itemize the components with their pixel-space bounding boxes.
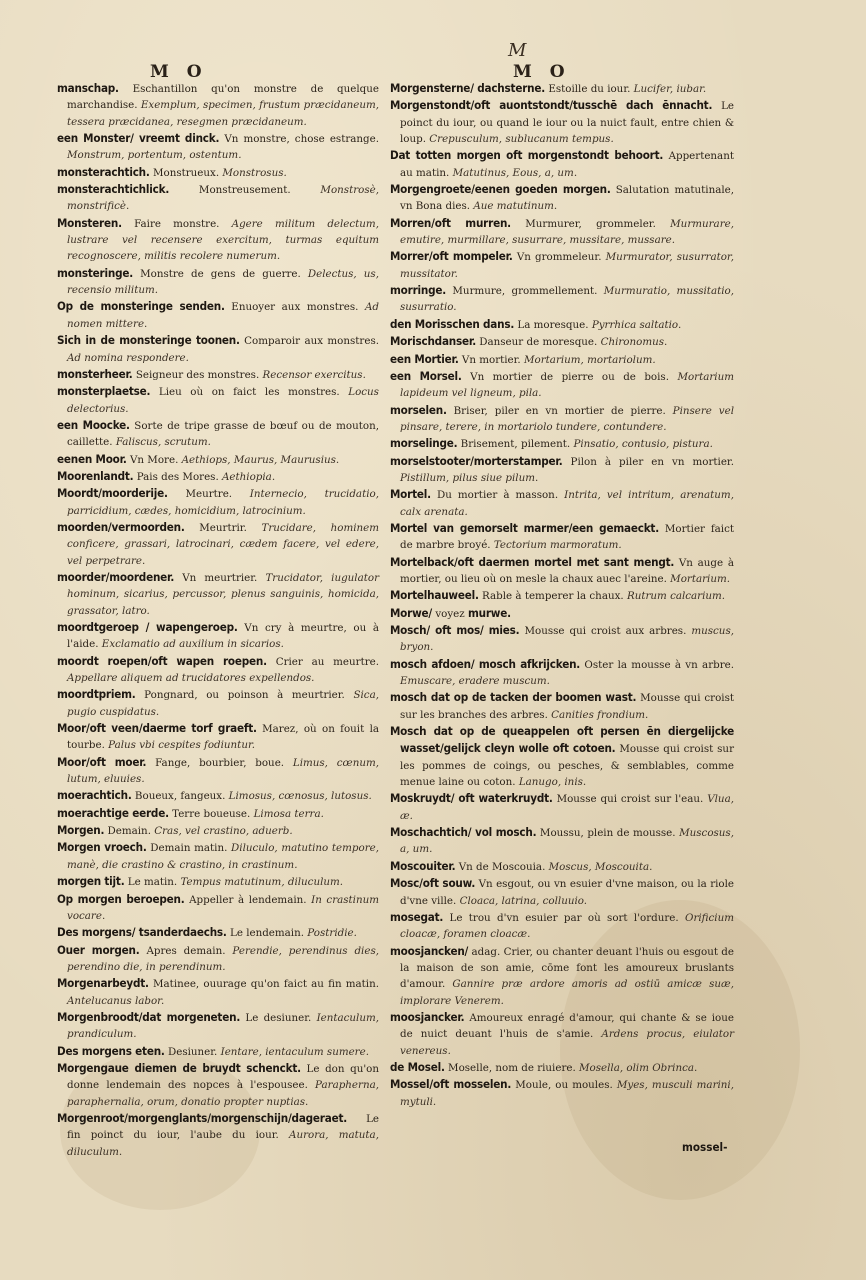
headword: morselen.: [390, 402, 447, 417]
french-gloss: Faire monstre.: [134, 217, 220, 230]
french-gloss: Monstrueux.: [152, 166, 220, 179]
latin-gloss: Parapherna, paraphernalia, orum, donatio propter nuptias.: [67, 1079, 379, 1108]
latin-gloss: Emuscare, eradere muscum.: [400, 675, 550, 688]
dictionary-entry: [390, 80, 734, 97]
dictionary-entry: [57, 265, 379, 299]
latin-gloss: Monstrum, portentum, ostentum.: [67, 149, 242, 162]
french-gloss: Mousse qui croist sur les pommes de coings, ou pesches, & semblables, comme menue laine ou coton.: [400, 743, 734, 789]
dictionary-entry: [390, 181, 734, 215]
dictionary-entry: [57, 619, 379, 653]
french-gloss: Lieu où on faict les monstres.: [158, 386, 340, 399]
dictionary-entry: [57, 519, 379, 569]
dictionary-entry: [390, 723, 734, 790]
folio-mark: M: [508, 40, 527, 61]
dictionary-entry: [390, 402, 734, 436]
latin-gloss: Mortarium.: [670, 572, 730, 585]
latin-gloss: Gannire præ ardore amoris ad ostiū amicæ suæ, implorare Venerem.: [400, 978, 734, 1007]
latin-gloss: Palus vbi cespites fodiuntur.: [108, 739, 256, 752]
french-gloss: Pais des Mores.: [136, 470, 219, 483]
latin-gloss: Sica, pugio cuspidatus.: [67, 689, 379, 718]
headword: Morgenstondt/oft auontstondt/tusschē dach ēnnacht.: [390, 98, 713, 113]
dictionary-entry: [390, 656, 734, 690]
headword: monsterplaetse.: [57, 384, 151, 399]
latin-gloss: Cras, vel crastino, aduerb.: [154, 825, 293, 838]
latin-gloss: Exclamatio ad auxilium in sicarios.: [101, 638, 284, 651]
headword: moorder/moordener.: [57, 569, 175, 584]
dictionary-entry: [390, 316, 734, 333]
latin-gloss: Pinsatio, contusio, pistura.: [573, 438, 713, 451]
latin-gloss: Appellare aliquem ad trucidatores expellendos.: [67, 672, 315, 685]
french-gloss: La moresque.: [517, 318, 589, 331]
dictionary-entry: [57, 1009, 379, 1043]
headword: Op de monsteringe senden.: [57, 299, 225, 314]
latin-gloss: Lucifer, iubar.: [633, 83, 707, 95]
dictionary-entry: [390, 97, 734, 147]
headword: moosjancker.: [390, 1009, 465, 1024]
dictionary-entry: [390, 858, 734, 875]
dictionary-entry: [390, 909, 734, 943]
french-gloss: adag. Crier, ou chanter deuant l'huis ou esgout de la maison de son amie, cōme font les amoureux bruslants d'amour.: [400, 945, 734, 991]
french-gloss: Le fin poinct du iour, l'aube du iour.: [67, 1112, 379, 1142]
dictionary-entry: [57, 924, 379, 941]
french-gloss: Mousse qui croist aux arbres.: [524, 625, 687, 637]
latin-gloss: Limus, cœnum, lutum, eluuies.: [67, 756, 380, 786]
latin-gloss: Mosella, olim Obrinca.: [579, 1061, 698, 1074]
dictionary-entry: [390, 587, 734, 604]
french-gloss: Appertenant au matin.: [400, 150, 734, 179]
dictionary-entry: [57, 720, 379, 754]
headword: de Mosel.: [390, 1059, 445, 1074]
latin-gloss: Tempus matutinum, diluculum.: [180, 876, 344, 889]
french-gloss: Brisement, pilement.: [460, 438, 571, 451]
headword: monsterheer.: [57, 366, 133, 381]
dictionary-entry: [57, 569, 379, 619]
dictionary-entry: [57, 805, 379, 822]
dictionary-entry: [57, 787, 379, 804]
latin-gloss: Rutrum calcarium.: [626, 590, 726, 603]
latin-gloss: Tectorium marmoratum.: [493, 539, 622, 552]
headword: Moorenlandt.: [57, 468, 134, 483]
french-gloss: Estoille du iour.: [548, 83, 631, 95]
latin-gloss: Monstrosus.: [222, 166, 287, 179]
headword: moordtgeroep / wapengeroep.: [57, 620, 238, 634]
french-gloss: Briser, piler en vn mortier de pierre.: [453, 404, 666, 417]
latin-gloss: Internecio, trucidatio, parricidium, cædes, homicidium, latrocinium.: [67, 488, 379, 517]
headword: moerachtige eerde.: [57, 805, 169, 820]
headword: monsterachtichlick.: [57, 182, 170, 197]
dictionary-entry: [57, 485, 379, 519]
headword: Morgen.: [57, 823, 105, 838]
french-gloss: Terre boueuse.: [172, 807, 251, 820]
latin-gloss: Aethiops, Maurus, Maurusius.: [181, 453, 340, 466]
french-gloss: Seigneur des monstres.: [135, 368, 260, 381]
headword: monsterachtich.: [57, 164, 150, 179]
french-gloss: Amoureux enragé d'amour, qui chante & se ioue de nuict deuant l'huis de s'amie.: [400, 1011, 734, 1041]
latin-gloss: Ad nomen mittere.: [67, 301, 380, 330]
headword: morgen tijt.: [57, 874, 125, 889]
french-gloss: Eschantillon qu'on monstre de quelque marchandise.: [67, 83, 379, 112]
latin-gloss: Orificium cloacæ, foramen cloacæ.: [400, 911, 734, 941]
latin-gloss: Ientaculum, prandiculum.: [67, 1011, 379, 1041]
latin-gloss: Crepusculum, sublucanum tempus.: [429, 133, 614, 146]
headword: manschap.: [57, 81, 119, 95]
headword: Moordt/moorderije.: [57, 486, 168, 501]
latin-gloss: Lanugo, inis.: [518, 776, 587, 789]
headword: Monsteren.: [57, 215, 122, 230]
latin-gloss: Vlua, æ.: [400, 793, 734, 822]
headword: Mortelback/oft daermen mortel met sant mengt.: [390, 554, 675, 569]
latin-gloss: Chironomus.: [600, 336, 668, 349]
latin-gloss: Pistillum, pilus siue pilum.: [400, 471, 539, 484]
headword: Morischdanser.: [390, 334, 476, 349]
french-gloss: Vn mortier.: [461, 353, 521, 366]
dictionary-entry: [57, 686, 379, 720]
french-gloss: Demain.: [107, 825, 151, 838]
headword: Mortel van gemorselt marmer/een gemaeckt.: [390, 520, 659, 535]
headword: een Mortier.: [390, 351, 459, 366]
french-gloss: Sorte de tripe grasse de bœuf ou de mouton, caillette.: [67, 419, 379, 449]
french-gloss: Pongnard, ou poinson à meurtrier.: [144, 689, 345, 702]
french-gloss: Boueux, fangeux.: [134, 790, 226, 803]
dictionary-entry: [390, 1076, 734, 1110]
dictionary-entry: [390, 554, 734, 588]
latin-gloss: Ad nomina respondere.: [67, 351, 189, 364]
latin-gloss: Locus delectorius.: [67, 386, 379, 415]
headword: Morren/oft murren.: [390, 215, 511, 230]
french-gloss: Vn esgout, ou vn esuier d'vne maison, ou la riole d'vne ville.: [400, 878, 735, 907]
latin-gloss: Mortarium lapideum vel ligneum, pila.: [400, 370, 734, 400]
dictionary-entry: [390, 1059, 734, 1076]
dictionary-entry: [57, 975, 379, 1009]
dictionary-entry: [390, 605, 734, 622]
french-gloss: Le don qu'on donne lendemain des nopces à l'espousee.: [67, 1062, 379, 1092]
french-gloss: Vn mortier de pierre ou de bois.: [470, 370, 669, 383]
dictionary-entry: [57, 80, 379, 130]
dictionary-entry: [390, 215, 734, 249]
latin-gloss: Pinsere vel pinsare, terere, in mortariolo tundere, contundere.: [400, 404, 734, 433]
latin-gloss: Intrita, vel intritum, arenatum, calx arenata.: [400, 489, 734, 518]
dictionary-entry: [390, 282, 734, 316]
french-gloss: Mousse qui croist sur les branches des arbres.: [400, 692, 734, 721]
latin-gloss: Murmurator, susurrator, mussitator.: [400, 251, 734, 280]
latin-gloss: Perendie, perendinus dies, perendino die, in perendinum.: [67, 944, 380, 973]
french-gloss: Marez, où on fouit la tourbe.: [67, 723, 379, 752]
headword: een Morsel.: [390, 368, 462, 383]
headword: monsteringe.: [57, 265, 133, 280]
dictionary-entry: [390, 824, 734, 858]
latin-gloss: Recensor exercitus.: [262, 368, 366, 381]
latin-gloss: Trucidator, iugulator hominum, sicarius, percussor, plenus sanguinis, homicida, grassator, latro.: [67, 571, 379, 617]
french-gloss: Mortier faict de marbre broyé.: [400, 522, 734, 552]
latin-gloss: Aurora, matuta, diluculum.: [67, 1129, 379, 1158]
french-gloss: Oster la mousse à vn arbre.: [584, 658, 735, 671]
french-gloss: Comparoir aux monstres.: [244, 335, 379, 348]
french-gloss: voyez: [435, 607, 465, 620]
dictionary-entry: [57, 215, 379, 265]
headword: mosch dat op de tacken der boomen wast.: [390, 690, 637, 705]
latin-gloss: Murmuratio, mussitatio, susurratio.: [400, 285, 734, 314]
dictionary-entry: [390, 1009, 734, 1059]
french-gloss: Fange, bourbier, boue.: [155, 756, 285, 769]
left-column: [57, 80, 379, 1160]
headword: Mortel.: [390, 487, 431, 502]
headword: Morgengaue diemen de bruydt schenckt.: [57, 1060, 301, 1075]
dictionary-entry: [57, 839, 379, 873]
french-gloss: Pilon à piler en vn mortier.: [570, 455, 734, 468]
headword: Morgen vroech.: [57, 840, 147, 855]
latin-gloss: Ardens procus, eiulator venereus.: [400, 1028, 734, 1057]
dictionary-entry: [390, 875, 734, 909]
dictionary-entry: [390, 368, 734, 402]
dictionary-entry: [390, 622, 734, 656]
french-gloss: Matinee, ouurage qu'on faict au fin matin.: [153, 978, 380, 991]
dictionary-entry: [57, 1043, 379, 1060]
headword: morselstooter/morterstamper.: [390, 453, 563, 468]
french-gloss: Vn monstre, chose estrange.: [224, 133, 379, 146]
french-gloss: Danseur de moresque.: [479, 336, 598, 349]
latin-gloss: Aue matutinum.: [473, 200, 558, 213]
headword: Moor/oft moer.: [57, 754, 147, 769]
column-header-left: M O: [150, 62, 208, 82]
french-gloss: Vn cry à meurtre, ou à l'aide.: [67, 622, 380, 651]
headword: Morgensterne/ dachsterne.: [390, 81, 546, 95]
french-gloss: Murmure, grommellement.: [452, 285, 598, 298]
headword: Des morgens eten.: [57, 1043, 165, 1058]
french-gloss: Moselle, nom de riuiere.: [448, 1061, 576, 1074]
latin-gloss: In crastinum vocare.: [67, 893, 380, 922]
latin-gloss: Trucidare, hominem conficere, grassari, latrocinari, cædem facere, vel edere, vel perpetrare.: [67, 521, 379, 567]
dictionary-entry: [390, 486, 734, 520]
french-gloss: Vn de Moscouia.: [458, 860, 546, 873]
latin-gloss: Aethiopia.: [222, 470, 276, 483]
dictionary-entry: [57, 383, 379, 417]
latin-gloss: Myes, musculi marini, mytuli.: [400, 1079, 734, 1108]
french-gloss: Rable à temperer la chaux.: [482, 590, 624, 603]
headword: morselinge.: [390, 436, 458, 451]
headword: moerachtich.: [57, 788, 132, 803]
headword: Morwe/: [390, 605, 433, 620]
headword: den Morisschen dans.: [390, 316, 515, 331]
headword: Moor/oft veen/daerme torf graeft.: [57, 721, 257, 736]
dictionary-entry: [57, 873, 379, 890]
headword: mosch afdoen/ mosch afkrijcken.: [390, 656, 581, 671]
french-gloss: Monstre de gens de guerre.: [140, 267, 301, 280]
dictionary-entry: [57, 366, 379, 383]
french-gloss: Murmurer, grommeler.: [525, 217, 656, 230]
headword: Moscouiter.: [390, 858, 456, 873]
headword: Moskruydt/ oft waterkruydt.: [390, 791, 553, 806]
dictionary-entry: [390, 351, 734, 368]
french-gloss: Meurtre.: [185, 488, 233, 501]
dictionary-entry: [57, 891, 379, 925]
dictionary-entry: [390, 520, 734, 554]
latin-gloss: Postridie.: [307, 927, 357, 940]
french-gloss: Apres demain.: [146, 944, 226, 957]
french-gloss: Appeller à lendemain.: [189, 893, 307, 906]
headword: mosegat.: [390, 909, 444, 924]
headword: een Monster/ vreemt dinck.: [57, 131, 220, 146]
latin-gloss: Delectus, us, recensio militum.: [67, 267, 379, 297]
headword: moorden/vermoorden.: [57, 519, 185, 534]
dictionary-entry: [57, 332, 379, 366]
dictionary-entry: [390, 790, 734, 824]
dictionary-entry: [57, 1110, 379, 1160]
latin-gloss: Canities frondium.: [551, 708, 649, 721]
dictionary-entry: [390, 248, 734, 282]
latin-gloss: Antelucanus labor.: [67, 994, 165, 1007]
headword: Sich in de monsteringe toonen.: [57, 333, 240, 348]
dictionary-entry: [57, 298, 379, 332]
latin-gloss: Agere militum delectum, lustrare vel recensere exercitum, turmas equitum recognoscere, militis recolere numerum.: [67, 217, 379, 263]
headword: een Moocke.: [57, 417, 130, 432]
headword: Dat totten morgen oft morgenstondt behoort.: [390, 148, 664, 163]
headword: Mosch dat op de queappelen oft persen ēn diergelijcke wasset/gelijck cleyn wolle oft cotoen.: [390, 724, 734, 756]
french-gloss: Monstreusement.: [198, 184, 291, 197]
french-gloss: Crier au meurtre.: [275, 655, 379, 668]
headword: moordtpriem.: [57, 687, 136, 702]
headword: moosjancken/: [390, 943, 469, 958]
dictionary-entry: [390, 689, 734, 723]
latin-gloss: Faliscus, scrutum.: [115, 436, 211, 449]
french-gloss: Le desiuner.: [245, 1011, 312, 1024]
dictionary-entry: [57, 130, 379, 164]
catchword: mossel-: [682, 1140, 728, 1154]
dictionary-entry: [57, 468, 379, 485]
french-gloss: Demain matin.: [150, 842, 228, 855]
french-gloss: Salutation matutinale, vn Bona dies.: [400, 184, 734, 213]
latin-gloss: Cloaca, latrina, colluuio.: [459, 894, 588, 907]
french-gloss: Moule, ou moules.: [515, 1079, 613, 1092]
headword: Morgenbroodt/dat morgeneten.: [57, 1009, 241, 1024]
dictionary-entry: [390, 943, 734, 1009]
french-gloss: Vn grommeleur.: [516, 251, 602, 264]
latin-gloss: Moscus, Moscouita.: [548, 860, 653, 873]
latin-gloss: Limosa terra.: [253, 807, 324, 820]
french-gloss: Moussu, plein de mousse.: [539, 827, 676, 840]
dictionary-entry: [57, 181, 379, 215]
headword: Mosc/oft souw.: [390, 876, 476, 891]
dictionary-entry: [390, 147, 734, 181]
dictionary-entry: [57, 417, 379, 451]
latin-gloss: Mortarium, mortariolum.: [524, 353, 656, 366]
column-header-right: M O: [513, 62, 571, 82]
headword: murwe.: [467, 605, 511, 620]
dictionary-entry: [57, 451, 379, 468]
french-gloss: Le matin.: [127, 876, 178, 889]
headword: Morgengroete/eenen goeden morgen.: [390, 182, 611, 197]
french-gloss: Enuoyer aux monstres.: [231, 301, 359, 314]
dictionary-entry: [390, 453, 734, 487]
french-gloss: Du mortier à masson.: [436, 489, 559, 502]
latin-gloss: Limosus, cœnosus, lutosus.: [228, 790, 372, 803]
headword: Morrer/oft mompeler.: [390, 249, 513, 264]
latin-gloss: Diluculo, matutino tempore, manè, die crastino & crastino, in crastinum.: [67, 842, 379, 871]
headword: Mossel/oft mosselen.: [390, 1077, 512, 1092]
headword: Mosch/ oft mos/ mies.: [390, 623, 520, 637]
latin-gloss: Pyrrhica saltatio.: [591, 318, 682, 331]
headword: Mortelhauweel.: [390, 588, 479, 603]
dictionary-entry: [57, 754, 379, 788]
french-gloss: Vn More.: [129, 453, 179, 466]
headword: eenen Moor.: [57, 451, 127, 466]
dictionary-entry: [57, 164, 379, 181]
dictionary-entry: [390, 435, 734, 452]
french-gloss: Le lendemain.: [229, 927, 304, 940]
french-gloss: Le poinct du iour, ou quand le iour ou la nuict fault, entre chien & loup.: [400, 100, 734, 146]
french-gloss: Desiuner.: [167, 1045, 218, 1058]
headword: Des morgens/ tsanderdaechs.: [57, 925, 227, 940]
latin-gloss: Exemplum, specimen, frustum præcidaneum, tessera præcidanea, resegmen præcidaneum.: [67, 99, 379, 128]
right-column: [390, 80, 734, 1110]
latin-gloss: Matutinus, Eous, a, um.: [452, 166, 578, 179]
headword: Moschachtich/ vol mosch.: [390, 825, 537, 840]
headword: moordt roepen/oft wapen roepen.: [57, 653, 267, 668]
dictionary-entry: [57, 942, 379, 976]
french-gloss: Vn meurtrier.: [182, 571, 258, 584]
dictionary-entry: [390, 333, 734, 350]
french-gloss: Mousse qui croist sur l'eau.: [556, 793, 704, 806]
latin-gloss: muscus, bryon.: [400, 625, 734, 654]
headword: Morgenroot/morgenglants/morgenschijn/dageraet.: [57, 1110, 348, 1125]
latin-gloss: Muscosus, a, um.: [400, 827, 734, 856]
latin-gloss: Murmurare, emutire, murmillare, susurrare, mussitare, mussare.: [400, 217, 734, 247]
dictionary-entry: [57, 1060, 379, 1110]
french-gloss: Meurtrir.: [199, 521, 247, 534]
latin-gloss: Ientare, ientaculum sumere.: [220, 1045, 369, 1058]
french-gloss: Vn auge à mortier, ou lieu où on mesle la chaux auec l'areine.: [400, 556, 734, 585]
dictionary-entry: [57, 822, 379, 839]
latin-gloss: Monstrosè, monstrificè.: [67, 184, 379, 213]
headword: Ouer morgen.: [57, 942, 140, 957]
dictionary-entry: [57, 653, 379, 687]
french-gloss: Le trou d'vn esuier par où sort l'ordure.: [449, 911, 679, 924]
headword: Morgenarbeydt.: [57, 976, 149, 991]
headword: morringe.: [390, 283, 447, 298]
headword: Op morgen beroepen.: [57, 891, 185, 906]
